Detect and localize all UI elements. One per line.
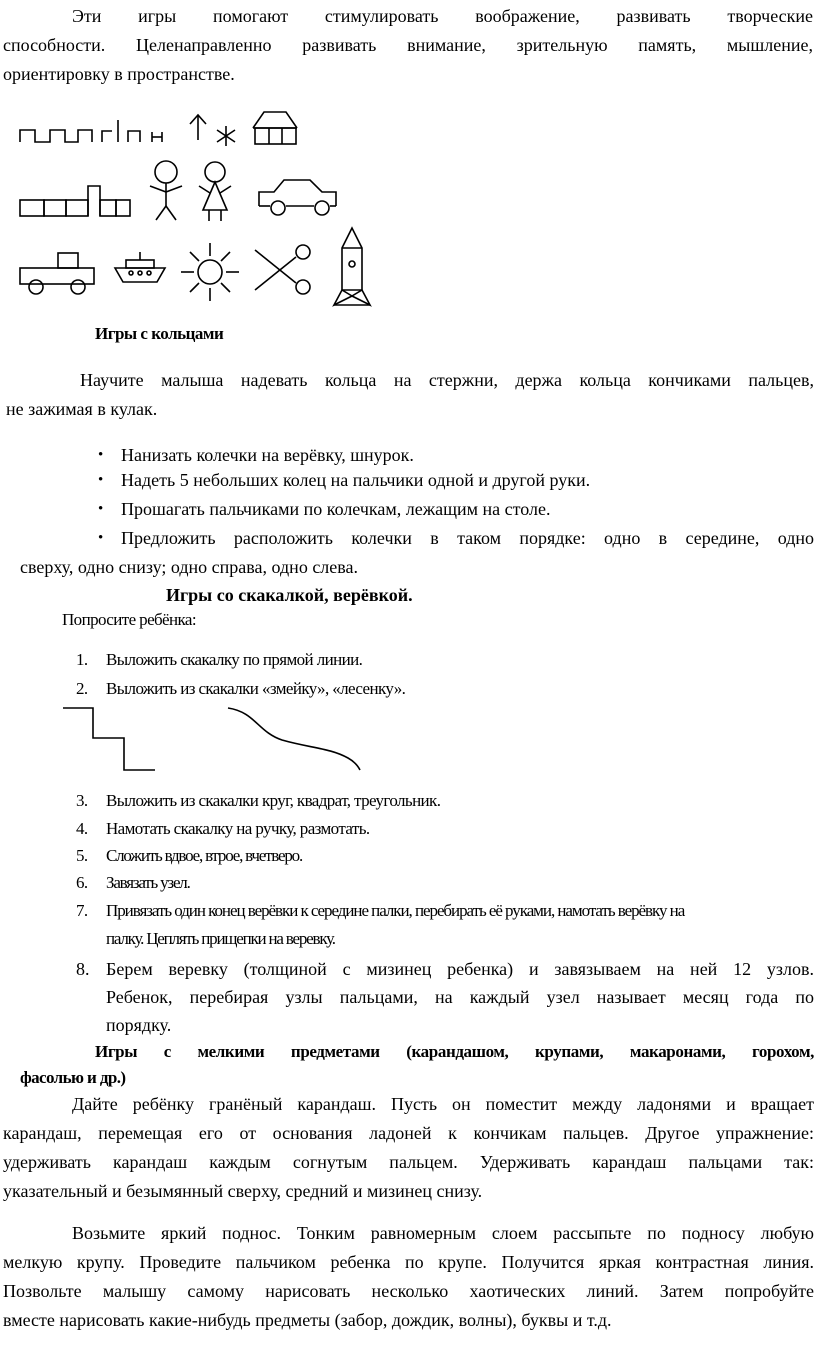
arrow-up-icon <box>190 115 206 140</box>
small-p2-line-3: Позвольте малышу самому нарисовать несколько хаотических линий. Затем попробуйте <box>3 1281 814 1301</box>
rope-shapes-illustration <box>0 700 816 790</box>
list-item: 3. Выложить из скакалки круг, квадрат, треугольник. <box>76 791 441 810</box>
star-icon <box>217 126 235 146</box>
list-item: 6. Завязать узел. <box>76 873 190 892</box>
small-p1-line-2: карандаш, перемещая его от основания ладоней к кончикам пальцев. Другое упражнение: <box>3 1123 814 1143</box>
bullet-continuation: сверху, одно снизу; одно справа, одно слева. <box>20 557 359 577</box>
small-p1-line-1: Дайте ребёнку гранёный карандаш. Пусть он поместит между ладонями и вращает <box>72 1094 814 1114</box>
boy-figure-icon <box>150 161 182 220</box>
small-heading-line-2: фасолью и др.) <box>20 1068 126 1087</box>
bullet-icon: • <box>98 501 104 517</box>
boat-icon <box>115 252 165 282</box>
meander-line-icon <box>20 130 92 142</box>
girl-figure-icon <box>199 162 231 221</box>
bullet-icon: • <box>98 472 104 488</box>
bullet-icon: • <box>98 447 104 463</box>
letter-lines-icon <box>102 120 162 142</box>
list-item: 8. Берем веревку (толщиной с мизинец ребенка) и завязываем на ней 12 узлов. <box>76 959 814 979</box>
stick-figures-illustration <box>0 0 816 330</box>
rings-para-line-2: не зажимая в кулак. <box>6 399 158 419</box>
intro-line-1: Эти игры помогают стимулировать воображение, развивать творческие <box>72 6 813 26</box>
rope-heading: Игры со скакалкой, верёвкой. <box>166 585 413 605</box>
small-p1-line-3: удерживать карандаш каждым согнутым пальцем. Удерживать карандаш пальцами так: <box>3 1152 814 1172</box>
car-icon <box>259 180 336 215</box>
snake-shape-icon <box>228 708 360 770</box>
bullet-icon: • <box>98 530 104 546</box>
small-heading-line-1: Игры с мелкими предметами (карандашом, крупами, макаронами, горохом, <box>95 1042 814 1061</box>
list-item-continuation: палку. Цеплять прищепки на веревку. <box>106 929 335 948</box>
list-item-continuation: порядку. <box>106 1015 172 1035</box>
small-p2-line-1: Возьмите яркий поднос. Тонким равномерным слоем рассыпьте по подносу любую <box>72 1223 814 1243</box>
rope-ask: Попросите ребёнка: <box>62 610 196 629</box>
list-item: 5. Сложить вдвое, втрое, вчетверо. <box>76 846 303 865</box>
small-p2-line-2: мелкую крупу. Проведите пальчиком ребенка по крупе. Получится яркая контрастная линия. <box>3 1252 814 1272</box>
intro-line-3: ориентировку в пространстве. <box>3 64 235 84</box>
rings-heading: Игры с кольцами <box>95 324 224 343</box>
rocket-icon <box>334 228 370 305</box>
blocks-train-icon <box>20 186 130 216</box>
small-p1-line-4: указательный и безымянный сверху, средний и мизинец снизу. <box>3 1181 483 1201</box>
list-item: 1. Выложить скакалку по прямой линии. <box>76 650 363 669</box>
small-p2-line-4: вместе нарисовать какие-нибудь предметы (забор, дождик, волны), буквы и т.д. <box>3 1310 612 1330</box>
sun-icon <box>181 243 239 301</box>
ladder-shape-icon <box>63 708 155 770</box>
truck-icon <box>20 253 94 294</box>
list-item-continuation: Ребенок, перебирая узлы пальцами, на каждый узел называет месяц года по <box>106 987 814 1007</box>
scissors-icon <box>255 245 310 294</box>
list-item: 7. Привязать один конец верёвки к середине палки, перебирать её руками, намотать верёвку на <box>76 901 685 920</box>
intro-line-2: способности. Целенаправленно развивать внимание, зрительную память, мышление, <box>3 35 813 55</box>
list-item: 4. Намотать скакалку на ручку, размотать. <box>76 819 370 838</box>
rings-para-line-1: Научите малыша надевать кольца на стержни, держа кольца кончиками пальцев, <box>80 370 814 390</box>
list-item: 2. Выложить из скакалки «змейку», «лесенку». <box>76 679 406 698</box>
house-icon <box>253 112 297 144</box>
